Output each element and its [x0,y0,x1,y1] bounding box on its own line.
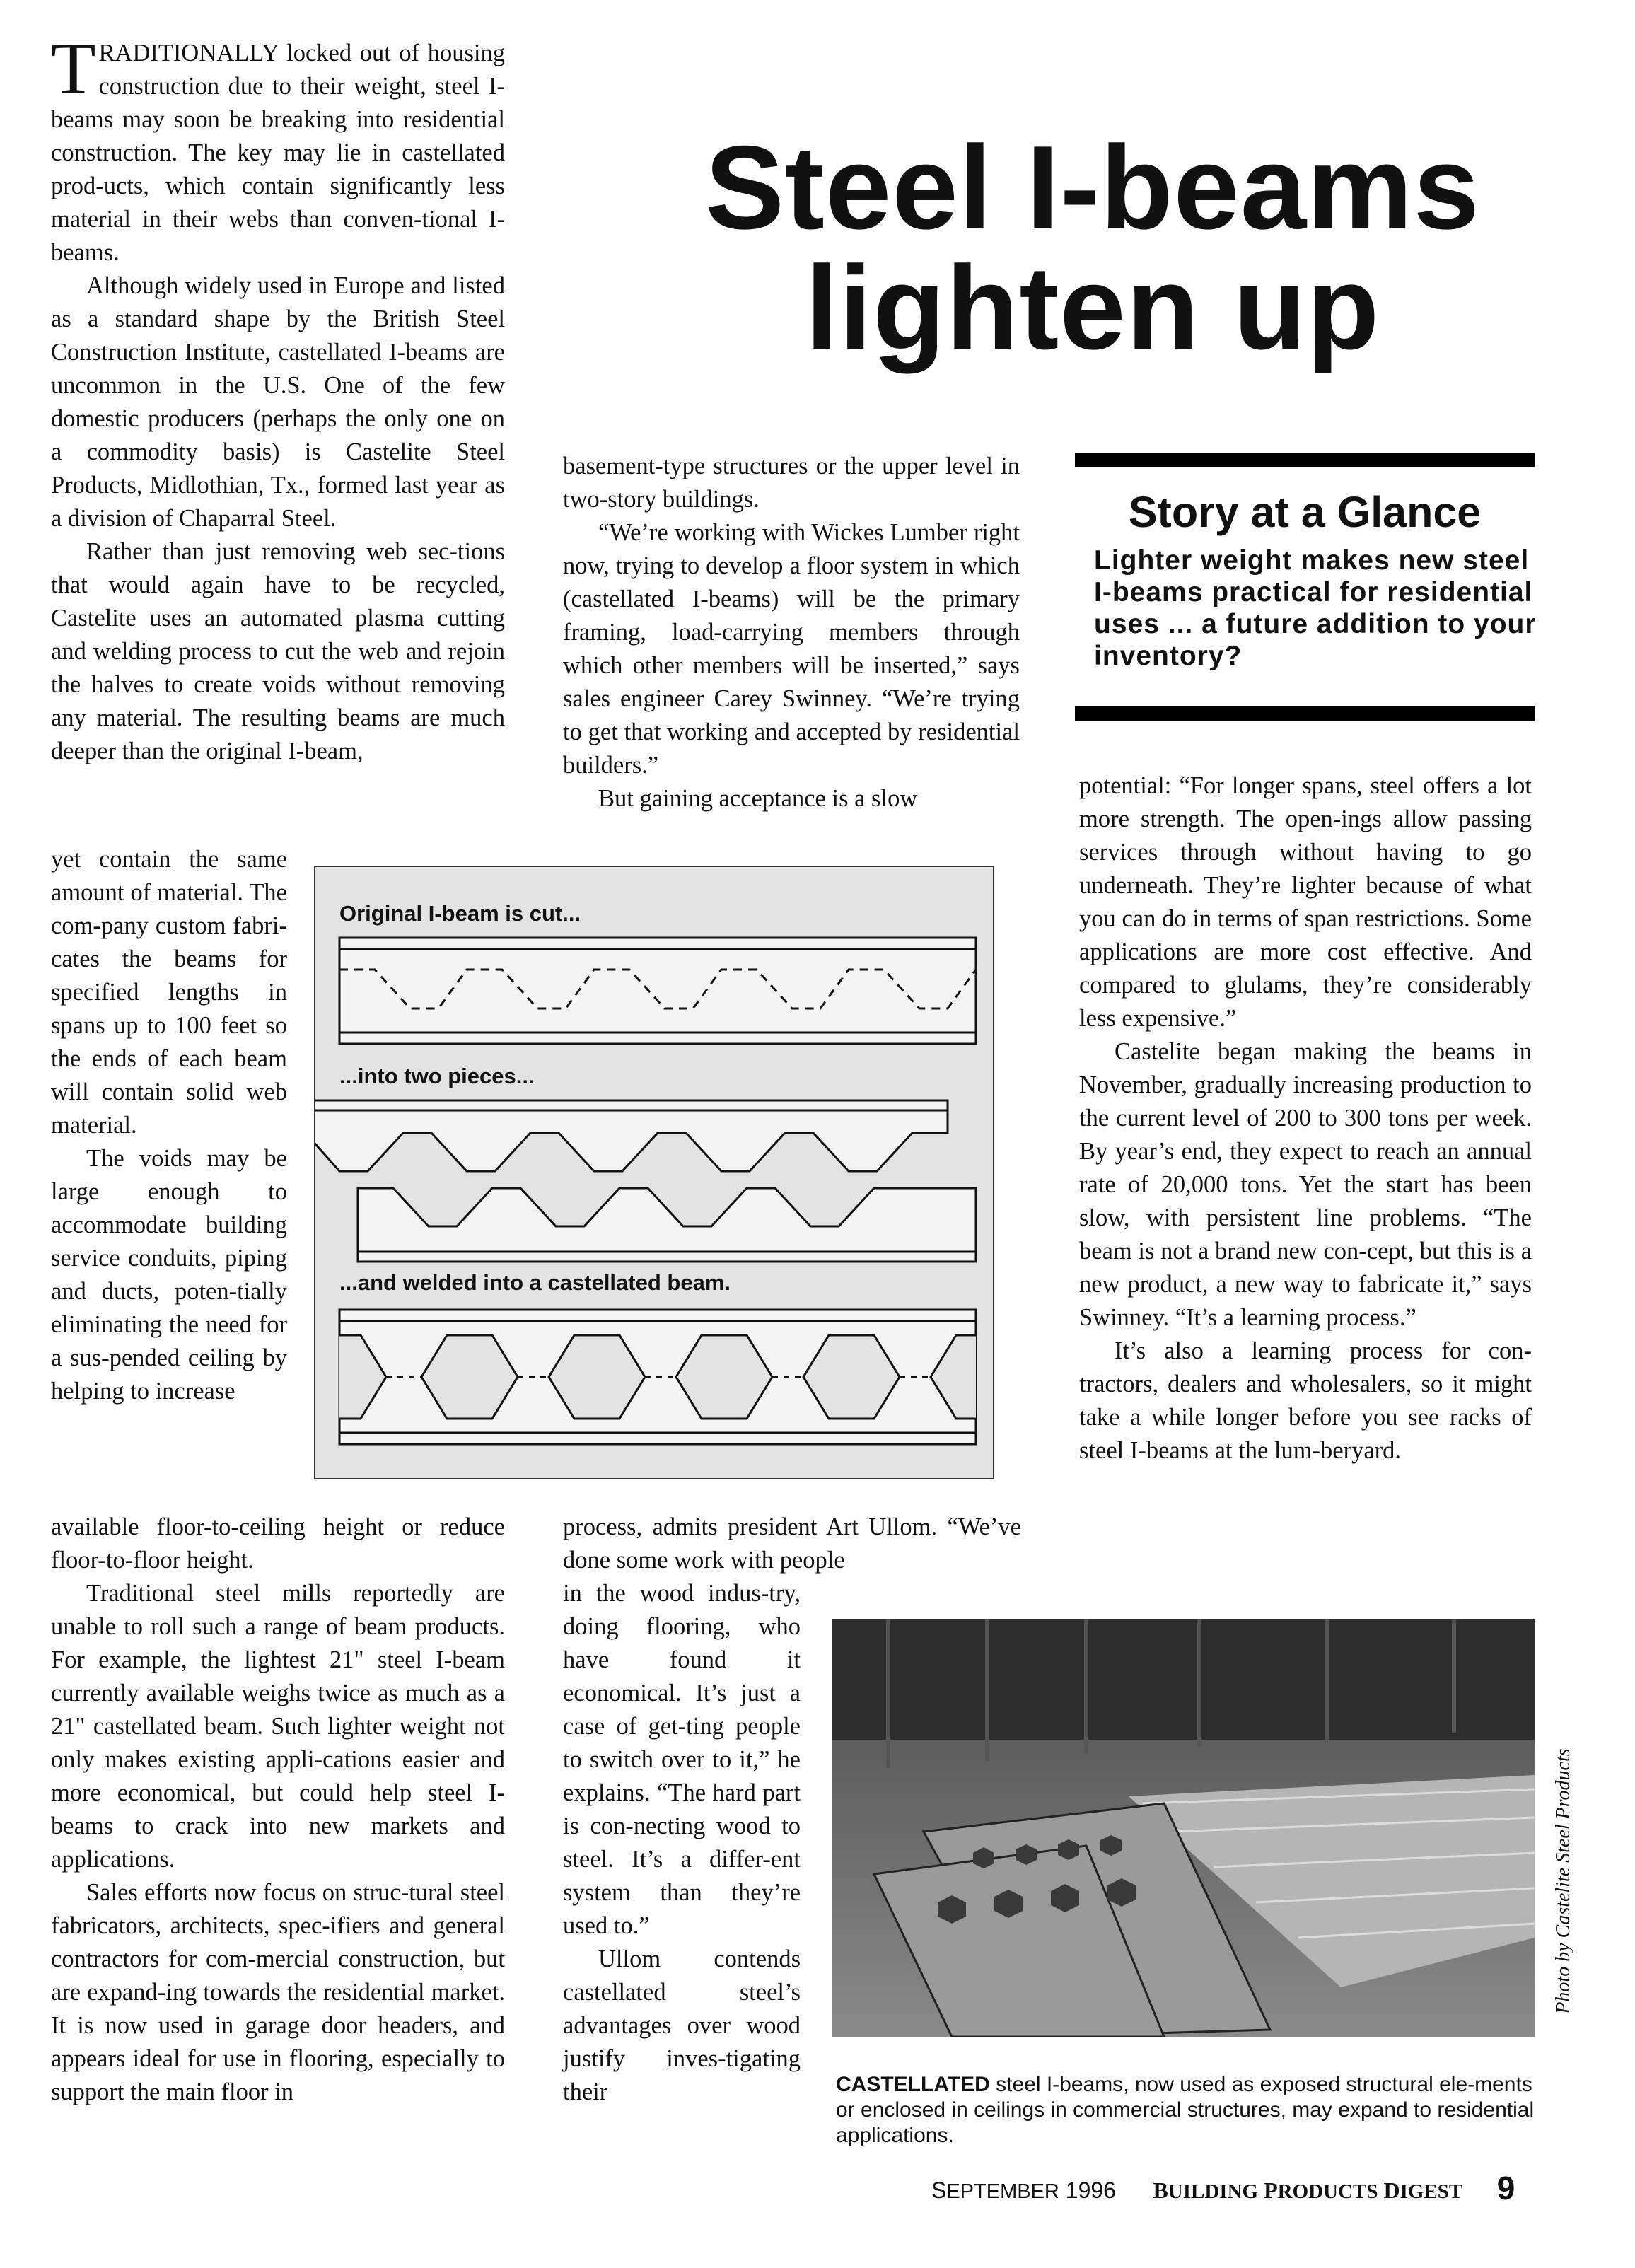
glance-title: Story at a Glance [1128,488,1482,536]
castellation-diagram [314,866,994,1479]
photo-drawing [832,1619,1535,2037]
glance-summary: Lighter weight makes new steel I-beams practical for residential uses ... a future addition to your inventory? [1094,545,1537,671]
glance-top-rule [1075,453,1535,467]
page-number: 9 [1496,2170,1515,2206]
drop-cap: T [51,28,96,109]
paragraph: The voids may be large enough to accommodate building service conduits, piping and ducts, poten-tially eliminating the need for a sus-pended ceiling by helping to increase [51,1145,287,1405]
article-column-2 [563,450,1020,815]
paragraph: It’s also a learning process for con-tractors, dealers and wholesalers, so it might take a while longer before you see racks of steel I-beams at the lum-beryard. [1079,1337,1532,1464]
lower-piece [358,1188,976,1262]
upper-piece [315,1100,948,1171]
magazine-name: BUILDING PRODUCTS DIGEST [1153,2177,1463,2203]
original-i-beam [339,938,976,1044]
glance-bottom-rule [1075,706,1535,721]
lead-word: RADITIONALLY [98,40,279,66]
headline-line-2: lighten up [805,241,1380,374]
article-column-2-lower [563,1511,1021,1577]
issue-date: SEPTEMBER 1996 [931,2177,1116,2203]
headline-line-1: Steel I-beams [704,121,1481,254]
article-column-3 [1079,769,1532,1467]
photo-credit: Photo by Castelite Steel Products [1552,1748,1574,2014]
caption-text: steel I-beams, now used as exposed structural ele-ments or enclosed in ceilings in commercial structures, may expand to residential applications. [836,2073,1535,2147]
paragraph: in the wood indus-try, doing flooring, who have found it economical. It’s just a case of get-ting people to switch over to it,” he explains. “The hard part is con-necting wood to steel. It’s a differ-ent system than they’re used to.” [563,1580,801,1939]
article-column-1 [51,28,506,768]
paragraph: Sales efforts now focus on struc-tural steel fabricators, architects, spec-ifiers and general contractors for com-mercial construction, but are expand-ing towards the residential market. It is now used in garage door headers, and appears ideal for use in flooring, especially to support the main floor in [51,1879,505,2105]
caption-lead: CASTELLATED [836,2073,990,2096]
paragraph: basement-type structures or the upper level in two-story buildings. [563,453,1020,513]
paragraph: Traditional steel mills reportedly are unable to roll such a range of beam products. For example, the lightest 21" steel I-beam currently available weighs twice as much as a 21" castellated beam. Such lighter weight not only makes existing appli-cations easier and more economical, but could help steel I-beams to crack into new markets and applications. [51,1580,505,1873]
diagram-label-cut: Original I-beam is cut... [339,901,581,926]
castellated-beam [339,1310,976,1444]
paragraph: Castelite began making the beams in November, gradually increasing production to the current level of 200 to 300 tons per week. By year’s end, they expect to reach an annual rate of 20,000 tons. Yet the start has been slow, with persistent line problems. “The beam is not a brand new con-cept, but this is a new product, a new way to fabricate it,” says Swinney. “It’s a learning process.” [1079,1038,1532,1331]
paragraph: available floor-to-ceiling height or reduce floor-to-floor height. [51,1513,505,1574]
diagram-label-welded: ...and welded into a castellated beam. [339,1270,731,1295]
page-footer [931,2167,1568,2209]
paragraph: process, admits president Art Ullom. “We’ve done some work with people [563,1513,1021,1574]
paragraph: “We’re working with Wickes Lumber right now, trying to develop a floor system in which (castellated I-beams) will be the primary framing, load-carrying members through which other members will be inserted,” says sales engineer Carey Swinney. “We’re trying to get that working and accepted by residential builders.” [563,519,1020,779]
paragraph: yet contain the same amount of material. The com-pany custom fabri-cates the beams for specified lengths in spans up to 100 feet so the ends of each beam will contain solid web material. [51,846,287,1139]
article-column-1-lower [51,1511,505,2109]
article-column-2-narrow [563,1577,801,2109]
paragraph: But gaining acceptance is a slow [598,785,918,812]
photo-caption [836,2072,1543,2148]
paragraph: Rather than just removing web sec-tions that would again have to be recycled, Castelite uses an automated plasma cutting and welding process to cut the web and rejoin the halves to create voids without removing any material. The resulting beams are much deeper than the original I-beam, [51,538,505,764]
diagram-label-pieces: ...into two pieces... [339,1064,535,1088]
diagram-drawing [315,867,993,1478]
article-column-1-narrow [51,843,287,1408]
headline [608,121,1577,374]
paragraph: Ullom contends castellated steel’s advantages over wood justify inves-tigating their [563,1946,801,2105]
paragraph: TRADITIONALLY locked out of housing construction due to their weight, steel I-beams may soon be breaking into residential construction. The key may lie in castellated prod-ucts, which contain significantly less material in their webs than conven-tional I-beams. [51,28,506,266]
paragraph: Although widely used in Europe and listed as a standard shape by the British Steel Construction Institute, castellated I-beams are uncommon in the U.S. One of the few domestic producers (perhaps the only one on a commodity basis) is Castelite Steel Products, Midlothian, Tx., formed last year as a division of Chaparral Steel. [51,272,505,532]
paragraph: potential: “For longer spans, steel offers a lot more strength. The open-ings allow passing services through without having to go underneath. They’re lighter because of what you can do in terms of span restrictions. Some applications are more cost effective. And compared to glulams, they’re considerably less expensive.” [1079,772,1532,1032]
castellated-beams-photo [832,1619,1535,2037]
